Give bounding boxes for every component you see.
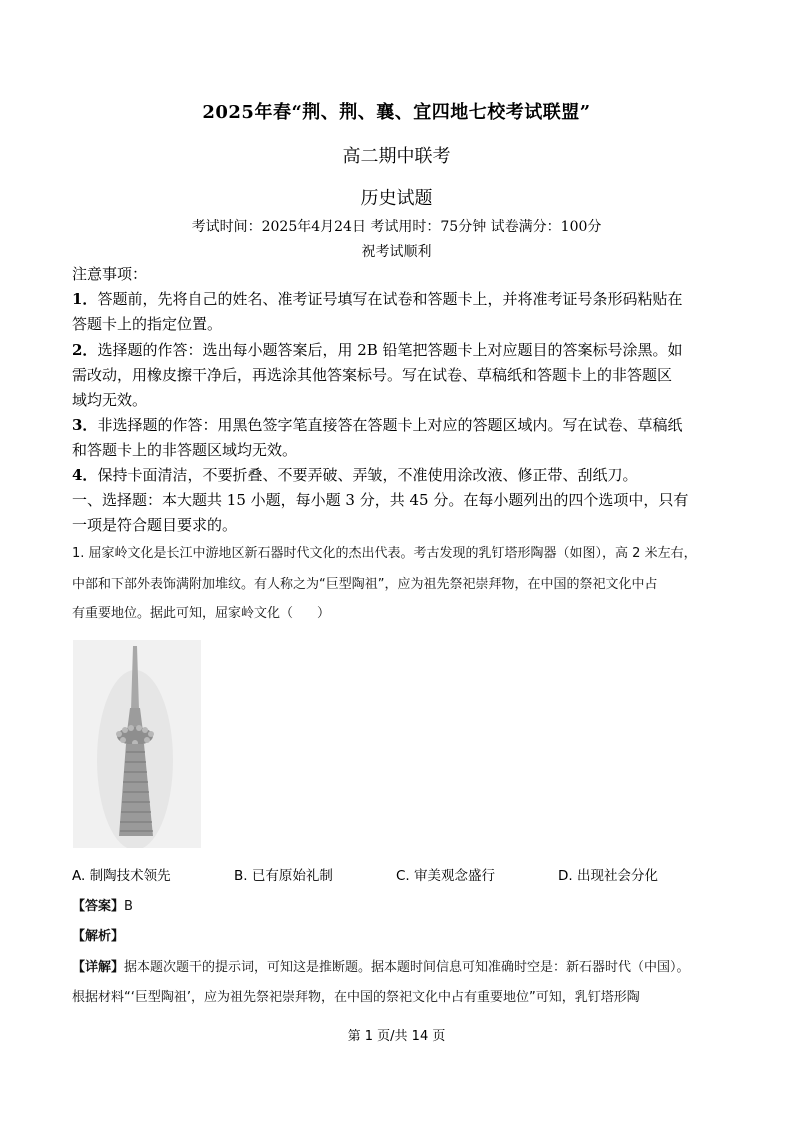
exam-subtitle: 高二期中联考 bbox=[342, 146, 451, 167]
analysis-label: 【解析】 bbox=[72, 929, 125, 944]
question-blank-close: ） bbox=[317, 606, 331, 621]
notice-heading: 注意事项： bbox=[72, 265, 148, 283]
section-heading-line: 一、选择题：本大题共 15 小题，每小题 3 分，共 45 分。在每小题列出的四个选项中，只有 bbox=[72, 491, 689, 509]
notice-item-4 bbox=[72, 463, 637, 487]
subject-title: 历史试题 bbox=[360, 188, 433, 209]
detail-label: 【详解】 bbox=[72, 960, 125, 975]
answer-label: 【答案】 bbox=[72, 899, 125, 914]
notice-line: 保持卡面清洁，不要折叠、不要弄破、弄皱，不准使用涂改液、修正带、刮纸刀。 bbox=[97, 466, 638, 484]
exam-title: 2025年春“荆、荆、襄、宜四地七校考试联盟” bbox=[202, 102, 591, 123]
notice-line: 选择题的作答：选出每小题答案后，用 2B 铅笔把答题卡上对应题目的答案标号涂黑。如 bbox=[97, 341, 683, 359]
notice-line: 答题卡上的指定位置。 bbox=[72, 315, 223, 333]
option-d[interactable]: D. 出现社会分化 bbox=[558, 868, 658, 884]
section-heading-line: 一项是符合题目要求的。 bbox=[72, 516, 238, 534]
exam-info: 考试时间：2025年4月24日 考试用时：75分钟 试卷满分：100分 bbox=[191, 219, 602, 235]
question-stem-line: 中部和下部外表饰满附加堆纹。有人称之为“巨型陶祖”，应为祖先祭祀崇拜物，在中国的祭祀文化中占 bbox=[72, 577, 658, 592]
notice-line: 需改动，用橡皮擦干净后，再选涂其他答案标号。写在试卷、草稿纸和答题卡上的非答题区 bbox=[72, 366, 673, 384]
answer-line bbox=[72, 895, 133, 919]
option-a[interactable]: A. 制陶技术领先 bbox=[72, 868, 171, 884]
pottery-figure-image bbox=[73, 640, 201, 848]
detail-line: 根据材料“‘巨型陶祖’，应为祖先祭祀崇拜物，在中国的祭祀文化中占有重要地位”可知，乳钉塔形陶 bbox=[72, 990, 640, 1005]
notice-line: 非选择题的作答：用黑色签字笔直接答在答题卡上对应的答题区域内。写在试卷、草稿纸 bbox=[97, 416, 683, 434]
notice-line: 域均无效。 bbox=[72, 391, 148, 409]
answer-value: B bbox=[124, 899, 133, 914]
good-luck-text: 祝考试顺利 bbox=[361, 244, 432, 260]
notice-number: 4． bbox=[72, 466, 98, 484]
option-c[interactable]: C. 审美观念盛行 bbox=[396, 868, 496, 884]
page-number: 第 1 页/共 14 页 bbox=[347, 1029, 446, 1044]
question-stem-text: 有重要地位。据此可知，屈家岭文化（ bbox=[72, 606, 294, 621]
notice-item-1 bbox=[72, 287, 682, 311]
question-stem-line bbox=[72, 602, 330, 626]
notice-item-2 bbox=[72, 338, 683, 362]
notice-number: 2． bbox=[72, 341, 98, 359]
notice-item-3 bbox=[72, 413, 682, 437]
option-b[interactable]: B. 已有原始礼制 bbox=[234, 868, 333, 884]
question-stem-line: 1. 屈家岭文化是长江中游地区新石器时代文化的杰出代表。考古发现的乳钉塔形陶器（如图），高 2 米左右， bbox=[72, 546, 697, 561]
detail-line bbox=[72, 956, 690, 980]
notice-number: 3． bbox=[72, 416, 98, 434]
notice-number: 1． bbox=[72, 290, 98, 308]
notice-line: 答题前，先将自己的姓名、准考证号填写在试卷和答题卡上，并将准考证号条形码粘贴在 bbox=[97, 290, 683, 308]
notice-line: 和答题卡上的非答题区域均无效。 bbox=[72, 441, 298, 459]
detail-text: 据本题次题干的提示词，可知这是推断题。据本题时间信息可知准确时空是：新石器时代（中国）。 bbox=[124, 960, 690, 975]
